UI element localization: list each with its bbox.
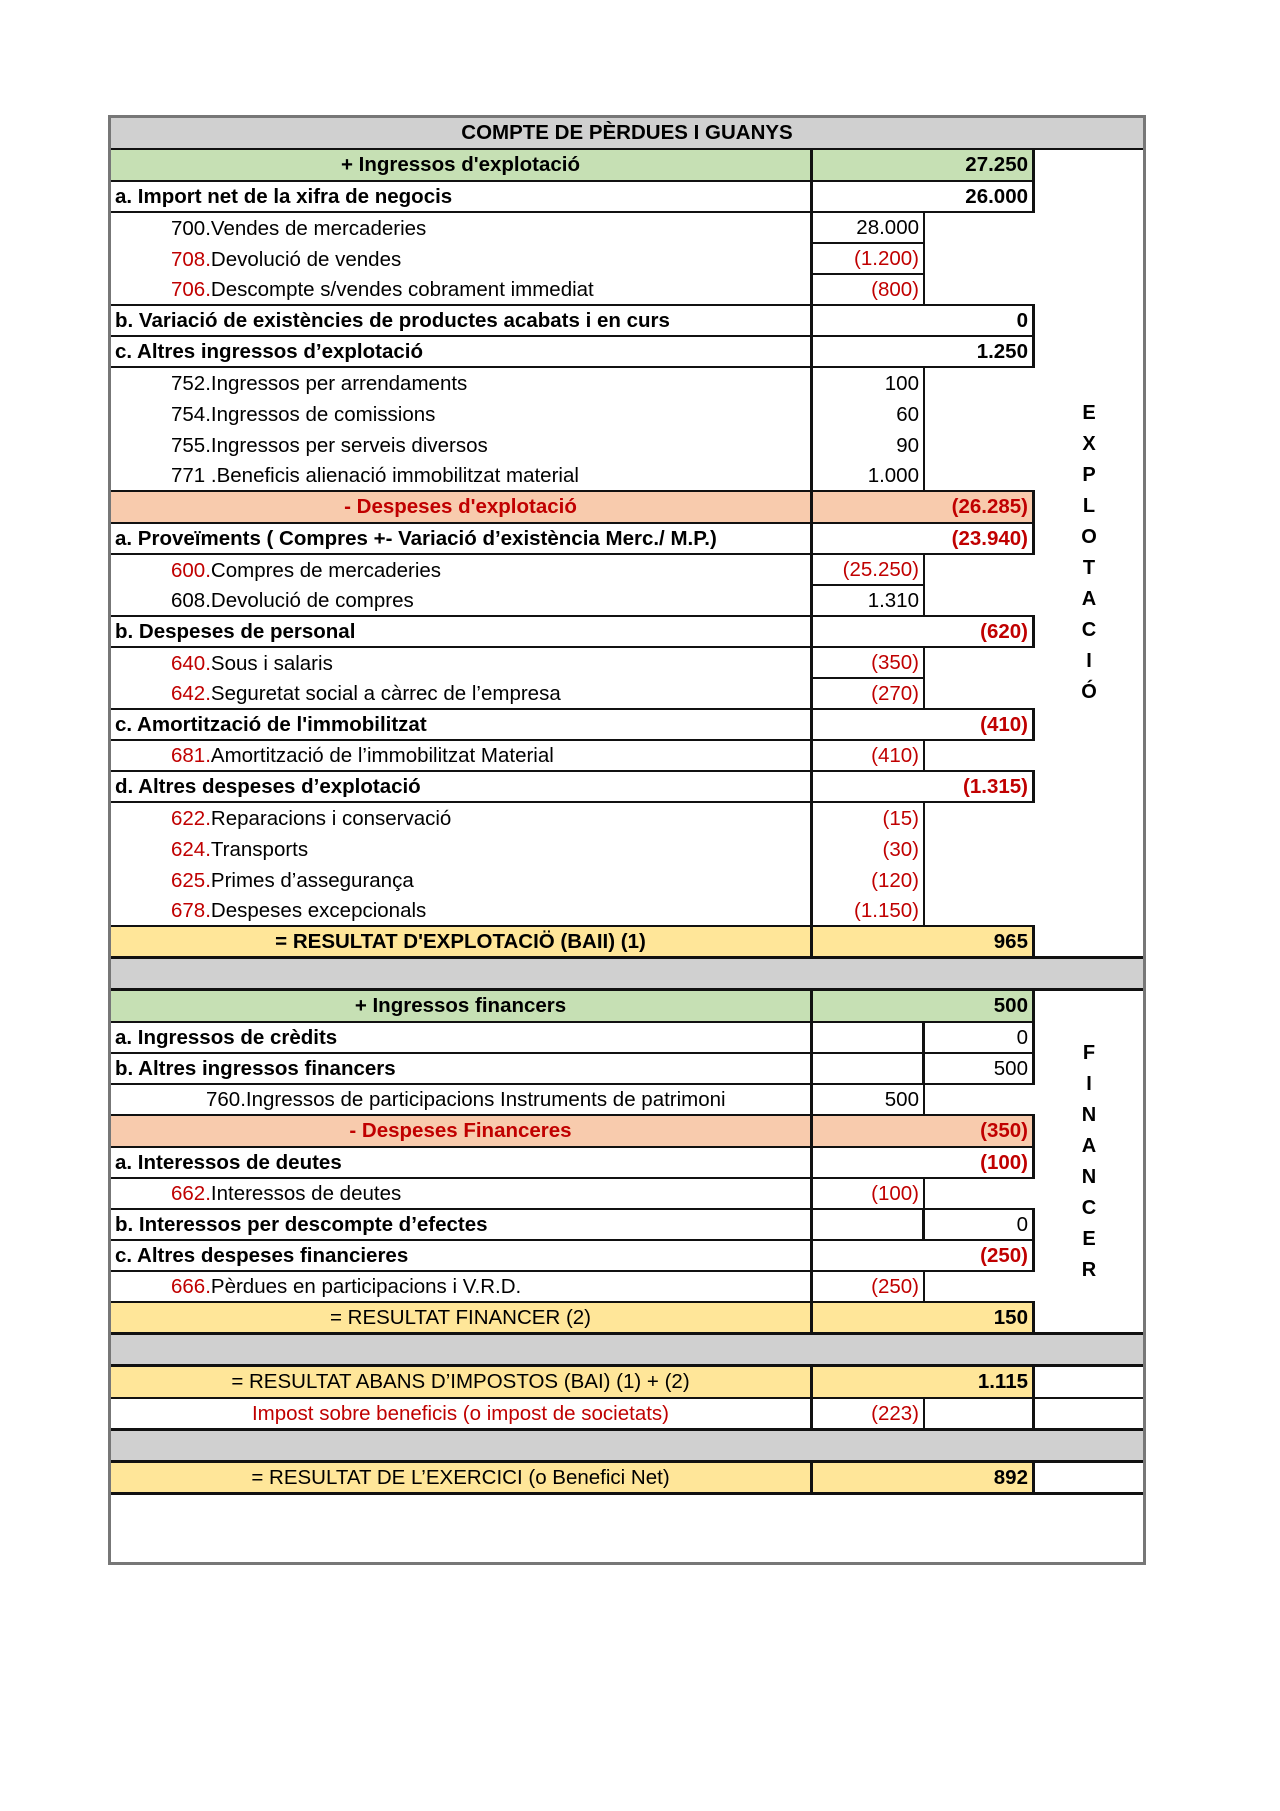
operating-expenses-header	[111, 492, 1035, 524]
operating-result-row	[111, 927, 1035, 959]
row-total: 0	[925, 1210, 1035, 1239]
result-total: 1.115	[813, 1367, 1035, 1397]
row-value	[813, 1054, 925, 1083]
row-value: 60	[813, 399, 925, 430]
result-label: = RESULTAT DE L’EXERCICI (o Benefici Net)	[111, 1463, 813, 1492]
row-label: 678. Despeses excepcionals	[111, 896, 813, 925]
side-letter: N	[1081, 1103, 1097, 1126]
side-letter: L	[1082, 495, 1096, 517]
header-total: (26.285)	[813, 492, 1035, 522]
header-total: 27.250	[813, 150, 1035, 180]
side-letter: F	[1082, 1041, 1096, 1064]
row-value: (250)	[813, 1272, 925, 1301]
header-total: 500	[813, 991, 1035, 1021]
row-label: a. Ingressos de crèdits	[111, 1023, 813, 1052]
section-db-row	[111, 617, 1035, 648]
account-row-755	[111, 430, 1035, 461]
row-value: (800)	[813, 275, 925, 304]
financial-expenses-header	[111, 1116, 1035, 1148]
side-letter: E	[1082, 402, 1096, 424]
header-label: + Ingressos financers	[111, 991, 813, 1021]
operating-income-header	[111, 150, 1035, 182]
row-label: a. Proveïments ( Compres +- Variació d’existència Merc./ M.P.)	[111, 524, 813, 553]
account-row-608	[111, 586, 1035, 617]
row-value: 500	[813, 1085, 925, 1114]
row-label: 681. Amortització de l’immobilitzat Material	[111, 741, 813, 770]
row-label: c. Altres ingressos d’explotació	[111, 337, 813, 366]
row-total: 0	[813, 306, 1035, 335]
row-value	[813, 1023, 925, 1052]
row-value: (30)	[813, 834, 925, 865]
side-letter: E	[1082, 1227, 1096, 1250]
account-row-600	[111, 555, 1035, 586]
result-label: = RESULTAT ABANS D’IMPOSTOS (BAI) (1) + (2)	[111, 1367, 813, 1397]
empty-cell	[925, 1399, 1035, 1428]
row-label: b. Variació de existències de productes acabats i en curs	[111, 306, 813, 335]
row-label: 754. Ingressos de comissions	[111, 399, 813, 430]
tax-label: Impost sobre beneficis (o impost de societats)	[111, 1399, 813, 1428]
side-label-explotacio	[1035, 150, 1143, 959]
row-label: 752. Ingressos per arrendaments	[111, 368, 813, 399]
account-row-708	[111, 244, 1035, 275]
income-statement-table	[108, 115, 1146, 1565]
row-label: b. Despeses de personal	[111, 617, 813, 646]
empty-cell	[1035, 1463, 1143, 1492]
account-row-624	[111, 834, 1035, 865]
separator-row	[111, 959, 1143, 991]
account-row-681	[111, 741, 1035, 772]
row-total: (410)	[813, 710, 1035, 739]
account-row-771	[111, 461, 1035, 492]
row-label: 662. Interessos de deutes	[111, 1179, 813, 1208]
row-label: 608. Devolució de compres	[111, 586, 813, 615]
row-value: (1.200)	[813, 244, 925, 275]
side-letter: C	[1081, 1196, 1097, 1219]
row-value: (1.150)	[813, 896, 925, 925]
row-value: (270)	[813, 679, 925, 708]
fin-section-da-row	[111, 1148, 1035, 1179]
row-label: c. Altres despeses financieres	[111, 1241, 813, 1270]
row-total: (620)	[813, 617, 1035, 646]
row-label: 771 . Beneficis alienació immobilitzat material	[111, 461, 813, 490]
row-total: (100)	[813, 1148, 1035, 1177]
section-a-row	[111, 182, 1035, 213]
side-letter: I	[1086, 1072, 1092, 1095]
section-b-row	[111, 306, 1035, 337]
result-total: 150	[813, 1303, 1035, 1332]
financial-income-header	[111, 991, 1035, 1023]
row-label: 666. Pèrdues en participacions i V.R.D.	[111, 1272, 813, 1301]
account-row-706	[111, 275, 1035, 306]
result-total: 965	[813, 927, 1035, 956]
account-row-700	[111, 213, 1035, 244]
side-letter: R	[1081, 1258, 1097, 1281]
row-label: c. Amortització de l'immobilitzat	[111, 710, 813, 739]
separator-row	[111, 1335, 1143, 1367]
fin-section-dc-row	[111, 1241, 1035, 1272]
row-value: 1.310	[813, 586, 925, 615]
fin-section-a-row	[111, 1023, 1035, 1054]
row-label: 622. Reparacions i conservació	[111, 803, 813, 834]
side-letter: X	[1082, 433, 1096, 455]
tax-row	[111, 1399, 1143, 1431]
side-letter: C	[1081, 619, 1097, 641]
row-label: 600. Compres de mercaderies	[111, 555, 813, 586]
row-total: 26.000	[813, 182, 1035, 211]
section-c-row	[111, 337, 1035, 368]
row-value: (350)	[813, 648, 925, 679]
row-total: 1.250	[813, 337, 1035, 366]
row-label: 624. Transports	[111, 834, 813, 865]
side-label-financer	[1035, 991, 1143, 1335]
header-total: (350)	[813, 1116, 1035, 1146]
row-value: 90	[813, 430, 925, 461]
account-row-752	[111, 368, 1035, 399]
side-letter: T	[1082, 557, 1096, 579]
table-title: COMPTE DE PÈRDUES I GUANYS	[461, 121, 793, 144]
empty-cell	[1035, 1367, 1143, 1397]
header-label: + Ingressos d'explotació	[111, 150, 813, 180]
row-total: (1.315)	[813, 772, 1035, 801]
row-label: 755. Ingressos per serveis diversos	[111, 430, 813, 461]
header-label: - Despeses Financeres	[111, 1116, 813, 1146]
account-row-666	[111, 1272, 1035, 1303]
side-letter: N	[1081, 1165, 1097, 1188]
row-value: 100	[813, 368, 925, 399]
financial-result-row	[111, 1303, 1035, 1335]
table-title-row	[111, 118, 1143, 150]
header-label: - Despeses d'explotació	[111, 492, 813, 522]
row-label: 706. Descompte s/vendes cobrament immediat	[111, 275, 813, 304]
row-label: 625. Primes d’assegurança	[111, 865, 813, 896]
row-label: d. Altres despeses d’explotació	[111, 772, 813, 801]
row-value: (25.250)	[813, 555, 925, 586]
account-row-622	[111, 803, 1035, 834]
row-value: (410)	[813, 741, 925, 770]
side-letter: A	[1081, 588, 1097, 610]
row-value: 28.000	[813, 213, 925, 244]
account-row-625	[111, 865, 1035, 896]
row-value: (120)	[813, 865, 925, 896]
tax-value: (223)	[813, 1399, 925, 1428]
row-label: 708. Devolució de vendes	[111, 244, 813, 275]
result-label: = RESULTAT D'EXPLOTACIÖ (BAII) (1)	[111, 927, 813, 956]
section-dc-row	[111, 710, 1035, 741]
account-row-754	[111, 399, 1035, 430]
row-label: 700. Vendes de mercaderies	[111, 213, 813, 244]
section-da-row	[111, 524, 1035, 555]
row-label: a. Interessos de deutes	[111, 1148, 813, 1177]
fin-section-db-row	[111, 1210, 1035, 1241]
fin-section-b-row	[111, 1054, 1035, 1085]
account-row-760	[111, 1085, 1035, 1116]
row-label: 640. Sous i salaris	[111, 648, 813, 679]
side-letter: O	[1081, 526, 1097, 548]
bai-row	[111, 1367, 1143, 1399]
side-letter: P	[1082, 464, 1096, 486]
side-letter: A	[1081, 1134, 1097, 1157]
row-label: 642. Seguretat social a càrrec de l’empresa	[111, 679, 813, 708]
row-label: a. Import net de la xifra de negocis	[111, 182, 813, 211]
section-dd-row	[111, 772, 1035, 803]
result-label: = RESULTAT FINANCER (2)	[111, 1303, 813, 1332]
row-label: b. Altres ingressos financers	[111, 1054, 813, 1083]
account-row-662	[111, 1179, 1035, 1210]
result-total: 892	[813, 1463, 1035, 1492]
row-total: (250)	[813, 1241, 1035, 1270]
account-row-640	[111, 648, 1035, 679]
separator-row	[111, 1431, 1143, 1463]
row-value: (15)	[813, 803, 925, 834]
row-label: 760. Ingressos de participacions Instruments de patrimoni	[111, 1085, 813, 1114]
row-total: 500	[925, 1054, 1035, 1083]
row-value: (100)	[813, 1179, 925, 1208]
row-value	[813, 1210, 925, 1239]
row-total: (23.940)	[813, 524, 1035, 553]
net-result-row	[111, 1463, 1143, 1495]
account-row-678	[111, 896, 1035, 927]
side-letter: Ó	[1081, 681, 1097, 703]
row-total: 0	[925, 1023, 1035, 1052]
side-letter: I	[1086, 650, 1092, 672]
row-label: b. Interessos per descompte d’efectes	[111, 1210, 813, 1239]
account-row-642	[111, 679, 1035, 710]
row-value: 1.000	[813, 461, 925, 490]
